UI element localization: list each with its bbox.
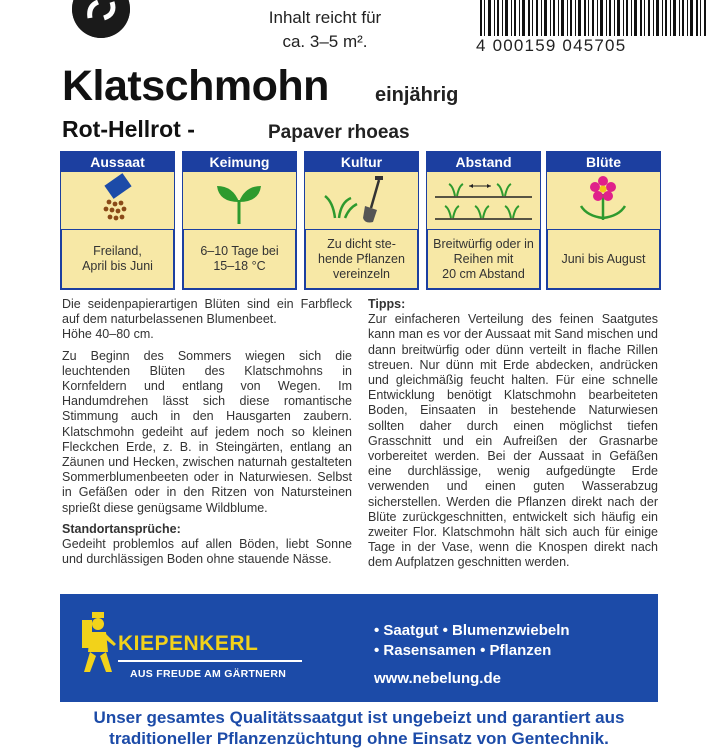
yield-line-1: Inhalt reicht für <box>268 8 382 27</box>
site-heading: Standortansprüche: <box>62 521 181 536</box>
gmo-free-statement <box>0 707 718 749</box>
info-text-line: Juni bis August <box>561 251 646 266</box>
info-text-line: Zu dicht ste- <box>327 236 396 251</box>
tips-column <box>368 297 658 577</box>
info-box-spacing <box>426 151 541 290</box>
info-box-sowing <box>60 151 175 290</box>
info-text-line: Reihen mit <box>453 251 514 266</box>
statement-line-2: traditioneller Pflanzenzüchtung ohne Einsatz von Gentechnik. <box>109 729 609 748</box>
product-range-line-1: • Saatgut • Blumenzwiebeln <box>374 622 570 639</box>
info-text-line: vereinzeln <box>333 266 390 281</box>
sprout-icon <box>183 172 296 229</box>
recycling-icon <box>72 0 130 38</box>
tips-heading: Tipps: <box>368 297 406 311</box>
statement-line-1: Unser gesamtes Qualitätssaatgut ist ungebeizt und garantiert aus <box>93 708 625 727</box>
info-box-text <box>306 229 417 288</box>
info-box-header: Blüte <box>586 154 621 170</box>
product-title: Klatschmohn <box>62 62 329 110</box>
description-paragraph: Zu Beginn des Sommers wiegen sich die leuchtenden Blüten des Klatschmohns in Kornfeldern und entlang von Wegen. Im Handumdrehen lässt sich diese romantische Stimmung auch in den Hausgarten zaubern. Klatschmohn gedeiht auf jedem noch so kleinen Fleckchen Erde, z. B. in Steingärten, entlang an Zäunen und Hecken, zwischen naturnah gestalteten Sommerblumenbeeten oder in Naturwiesen. Selbst in Gefäßen oder in den Ritzen von Natursteinen sprießt diese genügsame Wildblume. <box>62 348 352 515</box>
intro-text: Die seidenpapierartigen Blüten sind ein Farbfleck auf dem naturbelassenen Blumenbeet. <box>62 297 352 327</box>
yield-line-2: ca. 3–5 m². <box>282 32 368 51</box>
info-box-header: Kultur <box>340 154 383 170</box>
content-yield <box>250 6 400 54</box>
barcode <box>470 0 718 66</box>
height-text: Höhe 40–80 cm. <box>62 327 154 342</box>
spacing-rows-icon <box>427 172 540 229</box>
website-link[interactable]: www.nebelung.de <box>374 670 501 687</box>
info-box-text <box>184 229 295 288</box>
info-text-line: April bis Juni <box>82 259 153 273</box>
seed-packet-icon <box>61 172 174 229</box>
info-box-bloom <box>546 151 661 290</box>
info-text-line: 20 cm Abstand <box>442 266 525 281</box>
spade-plants-icon <box>305 172 418 229</box>
info-text-line: 6–10 Tage bei <box>200 244 279 258</box>
info-text-line: Freiland, <box>93 244 142 258</box>
logo-divider <box>118 660 302 662</box>
intro-paragraph <box>62 297 352 343</box>
info-box-text <box>62 229 173 288</box>
info-box-header: Keimung <box>209 154 270 170</box>
info-box-germination <box>182 151 297 290</box>
brand-tagline: AUS FREUDE AM GÄRTNERN <box>130 668 287 680</box>
barcode-number: 4 000159 045705 <box>476 36 627 55</box>
brand-logo: KIEPENKERL <box>118 632 259 655</box>
info-text-line: 15–18 °C <box>213 259 266 273</box>
site-paragraph: Gedeiht problemlos auf allen Böden, liebt Sonne und durchlässigen Boden ohne stauende Nässe. <box>62 537 352 567</box>
description-column <box>62 297 352 573</box>
info-box-text <box>428 229 539 288</box>
product-annual-label: einjährig <box>375 84 459 106</box>
info-box-cultivation <box>304 151 419 290</box>
kiepenkerl-figure-icon <box>78 612 118 679</box>
product-subtitle: Rot-Hellrot - <box>62 116 195 142</box>
info-box-header: Abstand <box>455 154 512 170</box>
product-range-line-2: • Rasensamen • Pflanzen <box>374 642 552 659</box>
info-text-line: Breitwürfig oder in <box>433 236 534 251</box>
info-box-text <box>548 229 659 288</box>
tips-paragraph: Zur einfacheren Verteilung des feinen Saatgutes kann man es vor der Aussaat mit Sand mischen und dann breitwürfig oder dünn verteilt in flache Rillen streuen. Nur dünn mit Erde abdecken, andrücken und gleichmäßig feucht halten. Für eine schnelle Entwicklung benötigt Klatschmohn bearbeiteten Boden, Einsaaten in bestehende Naturwiesen sollten daher durch einen möglichst tiefen Grasschnitt und ein Aufreißen der Grasnarbe vorbereitet werden. Bei der Aussaat in Gefäßen eine durchlässige, wenig aufgedüngte Erde verwenden und einen guten Wasserabzug sicherstellen. Werden die Pflanzen direkt nach der Blüte zurückgeschnitten, entwickelt sich häufig ein zweiter Flor. Klatschmohn hält sich auch für einige Tage in der Vase, wenn die Knospen direkt nach dem Aufplatzen geschnitten werden. <box>368 312 658 570</box>
info-text-line: hende Pflanzen <box>318 251 405 266</box>
flower-icon <box>547 172 660 229</box>
product-latin-name: Papaver rhoeas <box>268 122 410 143</box>
info-box-header: Aussaat <box>90 154 145 170</box>
